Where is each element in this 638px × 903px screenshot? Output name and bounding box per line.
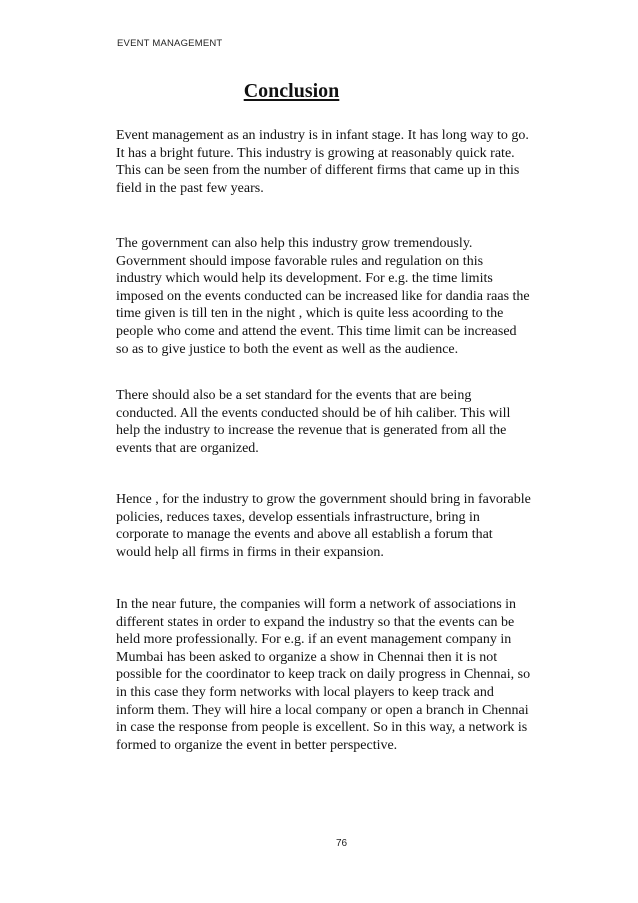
paragraph-1 — [116, 127, 578, 197]
paragraph-line: held more professionally. For e.g. if an event management company in — [116, 632, 512, 648]
paragraph-line: formed to organize the event in better perspective. — [116, 737, 398, 753]
paragraph-line: policies, reduces taxes, develop essentials infrastructure, bring in — [116, 509, 480, 525]
paragraph-line: possible for the coordinator to keep track on daily progress in Chennai, so — [116, 667, 531, 683]
paragraph-line: would help all firms in firms in their expansion. — [116, 544, 384, 560]
paragraph-line: help the industry to increase the revenue that is generated from all the — [116, 423, 507, 439]
paragraph-line: There should also be a set standard for the events that are being — [116, 388, 472, 403]
paragraph-line: in this case they form networks with local players to keep track and — [116, 684, 494, 700]
paragraph-5 — [116, 596, 578, 754]
paragraph-line: field in the past few years. — [116, 180, 264, 196]
paragraph-line: events that are organized. — [116, 440, 259, 456]
page-title: Conclusion — [243, 80, 340, 102]
paragraph-line: Mumbai has been asked to organize a show in Chennai then it is not — [116, 649, 498, 665]
page-number: 76 — [335, 838, 348, 849]
paragraph-line: conducted. All the events conducted should be of hih caliber. This will — [116, 405, 511, 421]
paragraph-line: Event management as an industry is in infant stage. It has long way to go. — [116, 128, 529, 143]
paragraph-line: imposed on the events conducted can be increased like for dandia raas the — [116, 288, 530, 304]
paragraph-line: people who come and attend the event. This time limit can be increased — [116, 323, 517, 339]
paragraph-line: In the near future, the companies will form a network of associations in — [116, 597, 517, 612]
paragraph-line: so as to give justice to both the event as well as the audience. — [116, 341, 459, 357]
paragraph-line: The government can also help this industry grow tremendously. — [116, 236, 473, 251]
paragraph-line: in case the response from people is excellent. So in this way, a network is — [116, 720, 528, 736]
paragraph-2 — [116, 235, 578, 358]
paragraph-line: industry which would help its development. For e.g. the time limits — [116, 271, 493, 287]
paragraph-3 — [116, 387, 578, 457]
paragraph-line: inform them. They will hire a local company or open a branch in Chennai — [116, 702, 529, 718]
paragraph-line: corporate to manage the events and above all establish a forum that — [116, 527, 493, 543]
paragraph-line: time given is till ten in the night , which is quite less acoording to the — [116, 306, 504, 322]
paragraph-line: Government should impose favorable rules and regulation on this — [116, 253, 484, 269]
paragraph-4 — [116, 491, 578, 561]
paragraph-line: It has a bright future. This industry is growing at reasonably quick rate. — [116, 145, 515, 161]
paragraph-line: This can be seen from the number of different firms that came up in this — [116, 163, 520, 179]
paragraph-line: Hence , for the industry to grow the government should bring in favorable — [116, 492, 531, 507]
running-header: EVENT MANAGEMENT — [117, 38, 223, 49]
paragraph-line: different states in order to expand the industry so that the events can be — [116, 614, 515, 630]
